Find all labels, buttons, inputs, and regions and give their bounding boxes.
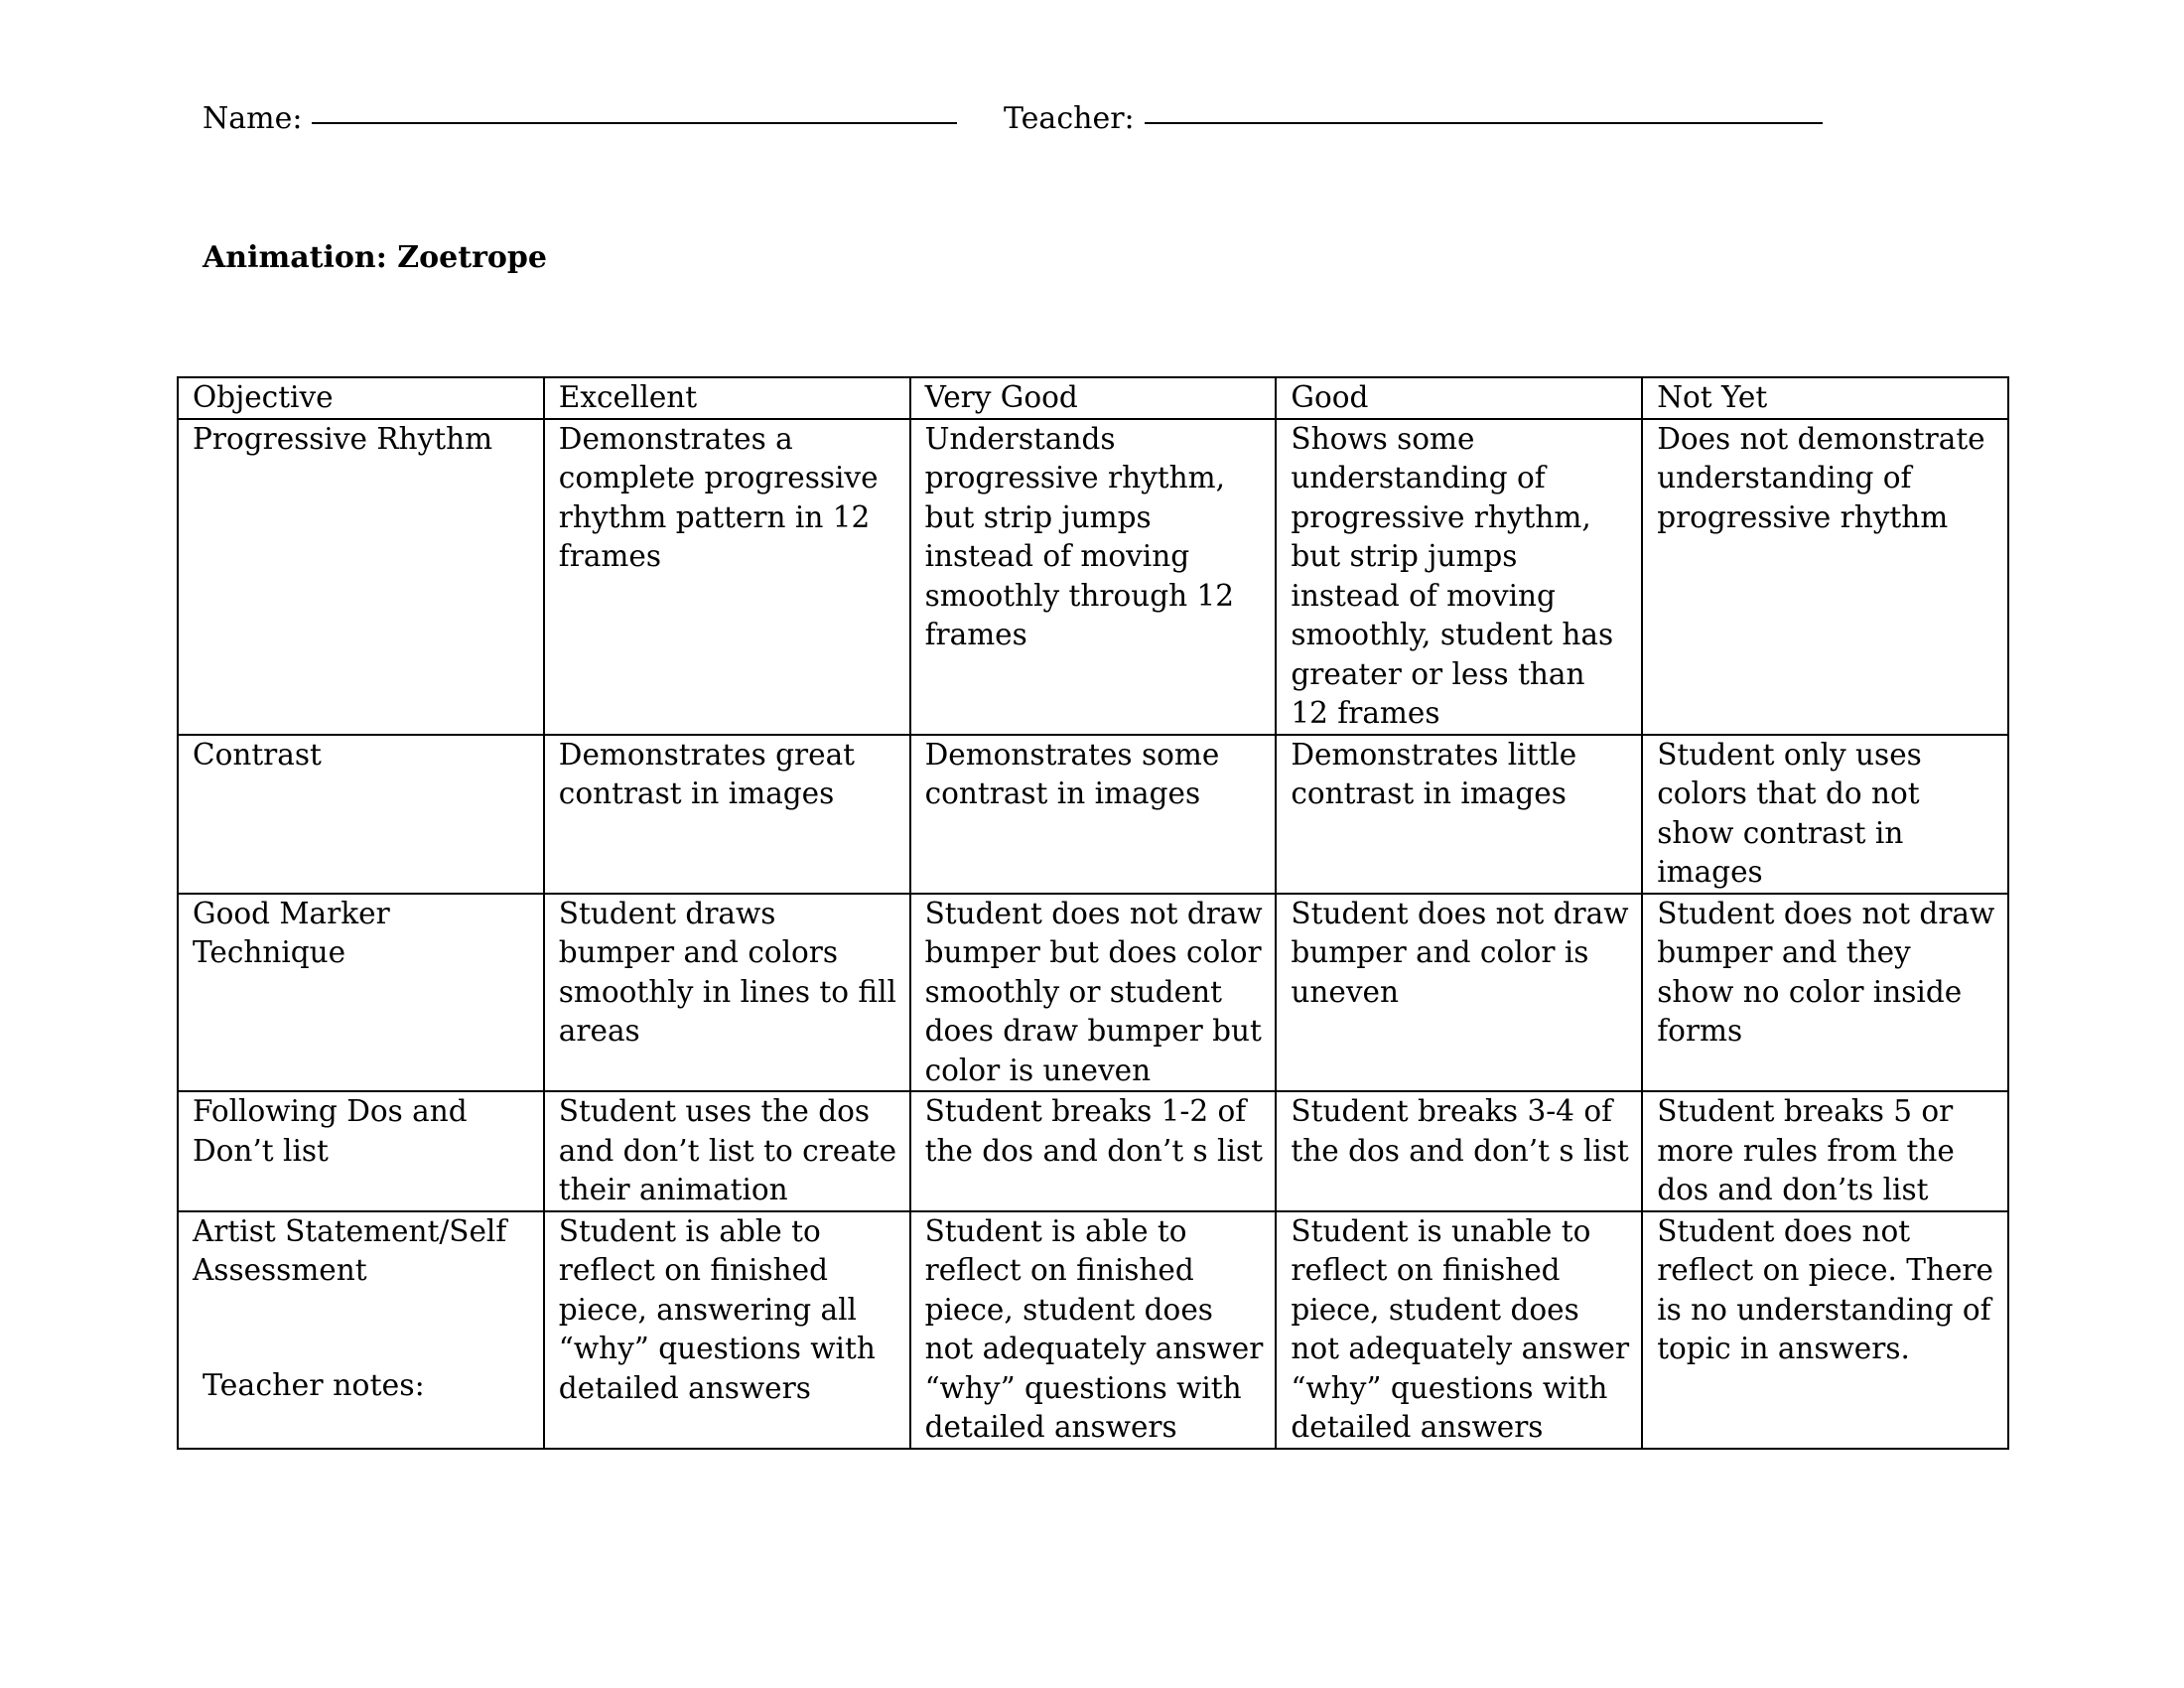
not-yet-cell: Student does not reflect on piece. There is no understanding of topic in answers. <box>1642 1211 2008 1449</box>
document-title: Animation: Zoetrope <box>203 240 547 275</box>
rubric-row-contrast <box>178 735 2008 894</box>
good-cell: Student breaks 3-4 of the dos and don’t s list <box>1276 1091 1642 1211</box>
objective-cell: Artist Statement/Self Assessment <box>178 1211 544 1449</box>
very-good-cell: Student does not draw bumper but does color smoothly or student does draw bumper but color is uneven <box>910 894 1277 1092</box>
teacher-label: Teacher: <box>1004 101 1135 136</box>
teacher-blank-field[interactable] <box>1145 122 1823 124</box>
objective-cell: Contrast <box>178 735 544 894</box>
name-label: Name: <box>203 101 303 136</box>
very-good-cell: Understands progressive rhythm, but strip jumps instead of moving smoothly through 12 frames <box>910 419 1277 735</box>
very-good-cell: Demonstrates some contrast in images <box>910 735 1277 894</box>
good-cell: Shows some understanding of progressive rhythm, but strip jumps instead of moving smoothly, student has greater or less than 12 frames <box>1276 419 1642 735</box>
rubric-header-row <box>178 377 2008 419</box>
not-yet-cell: Student does not draw bumper and they show no color inside forms <box>1642 894 2008 1092</box>
not-yet-cell: Student breaks 5 or more rules from the dos and don’ts list <box>1642 1091 2008 1211</box>
objective-cell: Progressive Rhythm <box>178 419 544 735</box>
name-blank-field[interactable] <box>312 122 957 124</box>
rubric-row-following-dos-and-donts <box>178 1091 2008 1211</box>
rubric-table <box>177 376 2009 1450</box>
excellent-cell: Student draws bumper and colors smoothly in lines to fill areas <box>544 894 910 1092</box>
good-cell: Student is unable to reflect on finished piece, student does not adequately answer “why” questions with detailed answers <box>1276 1211 1642 1449</box>
excellent-cell: Student is able to reflect on finished piece, answering all “why” questions with detailed answers <box>544 1211 910 1449</box>
good-cell: Student does not draw bumper and color is uneven <box>1276 894 1642 1092</box>
column-header-good: Good <box>1276 377 1642 419</box>
column-header-objective: Objective <box>178 377 544 419</box>
not-yet-cell: Does not demonstrate understanding of progressive rhythm <box>1642 419 2008 735</box>
good-cell: Demonstrates little contrast in images <box>1276 735 1642 894</box>
objective-cell: Good Marker Technique <box>178 894 544 1092</box>
excellent-cell: Demonstrates great contrast in images <box>544 735 910 894</box>
teacher-notes-label: Teacher notes: <box>203 1368 425 1403</box>
rubric-row-good-marker-technique <box>178 894 2008 1092</box>
not-yet-cell: Student only uses colors that do not show contrast in images <box>1642 735 2008 894</box>
rubric-row-artist-statement <box>178 1211 2008 1449</box>
excellent-cell: Student uses the dos and don’t list to create their animation <box>544 1091 910 1211</box>
very-good-cell: Student breaks 1-2 of the dos and don’t s list <box>910 1091 1277 1211</box>
column-header-very-good: Very Good <box>910 377 1277 419</box>
very-good-cell: Student is able to reflect on finished piece, student does not adequately answer “why” questions with detailed answers <box>910 1211 1277 1449</box>
column-header-excellent: Excellent <box>544 377 910 419</box>
rubric-row-progressive-rhythm <box>178 419 2008 735</box>
objective-cell: Following Dos and Don’t list <box>178 1091 544 1211</box>
header-fields <box>203 99 1823 139</box>
excellent-cell: Demonstrates a complete progressive rhythm pattern in 12 frames <box>544 419 910 735</box>
column-header-not-yet: Not Yet <box>1642 377 2008 419</box>
